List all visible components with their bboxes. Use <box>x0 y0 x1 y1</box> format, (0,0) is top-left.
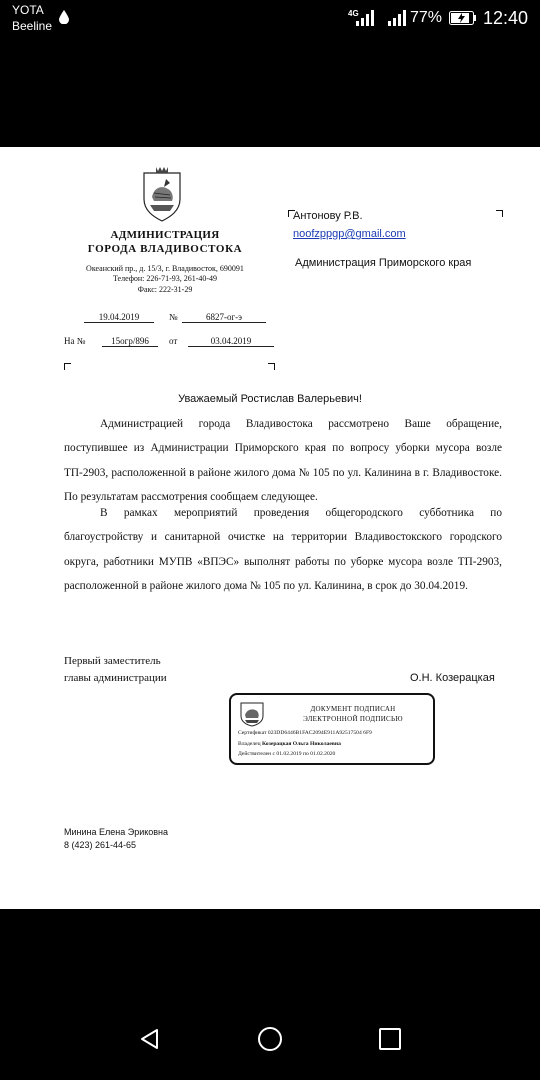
recents-icon <box>379 1028 401 1055</box>
signatory-title-1: Первый заместитель <box>64 655 161 667</box>
document-page <box>0 147 540 909</box>
org-address: Океанский пр., д. 15/3, г. Владивосток, 690091 <box>86 264 244 273</box>
recents-button[interactable] <box>365 1016 415 1066</box>
stamp-validity-label: Действителен <box>238 751 272 757</box>
registration-number-label: № <box>169 312 178 322</box>
home-icon <box>257 1026 283 1057</box>
org-title: АДМИНИСТРАЦИЯ <box>110 229 220 241</box>
reference-row <box>64 336 274 348</box>
reference-date: 03.04.2019 <box>188 336 274 347</box>
org-phone: Телефон: 226-71-93, 261-40-49 <box>112 274 218 283</box>
corner-mark <box>496 210 503 217</box>
stamp-title-2: ЭЛЕКТРОННОЙ ПОДПИСЬЮ <box>303 715 403 723</box>
stamp-title-1: ДОКУМЕНТ ПОДПИСАН <box>310 705 396 713</box>
reference-from-label: от <box>169 336 178 346</box>
corner-mark <box>268 363 275 370</box>
reference-label: На № <box>64 336 86 346</box>
body-paragraph-2: В рамках мероприятий проведения общегородского субботника по благоустройству и санитарной очистке на территории Владивостокского городского округа, работники МУПВ «ВПЭС» выполнят работы по уборке мусора возле ТП-2903, расположенной в районе жилого дома № 105 по ул. Калинина, в срок до 30.04.2019. <box>64 507 502 592</box>
stamp-crest-icon <box>239 701 265 732</box>
recipient-email-link[interactable]: noofzppgp@gmail.com <box>293 228 406 240</box>
registration-row <box>64 312 274 324</box>
water-drop-icon <box>59 10 69 29</box>
stamp-validity <box>238 751 335 757</box>
corner-mark <box>64 363 71 370</box>
stamp-owner-label: Владелец <box>238 741 261 747</box>
signal-icon <box>388 10 408 31</box>
stamp-owner-value: Козерацкая Ольга Николаевна <box>262 741 341 747</box>
registration-number: 6827-ог-э <box>182 312 266 323</box>
battery-charging-icon <box>449 11 477 30</box>
signal-icon <box>356 10 376 31</box>
recipient-name: Антонову Р.В. <box>293 210 363 222</box>
stamp-certificate <box>238 730 372 736</box>
navigation-bar <box>0 1000 540 1080</box>
network-type-label: 4G <box>348 9 359 18</box>
home-button[interactable] <box>245 1016 295 1066</box>
stamp-validity-value: с 01.02.2019 по 01.02.2020 <box>272 751 336 757</box>
battery-percentage: 77% <box>410 9 443 26</box>
clock: 12:40 <box>483 8 529 28</box>
body-paragraph-1: Администрацией города Владивостока рассмотрено Ваше обращение, поступившее из Администрации Приморского края по вопросу уборки мусора возле ТП-2903, расположенной в районе жилого дома № 105 по ул. Калинина в г. Владивостоке. По результатам рассмотрения сообщаем следующее. <box>64 418 502 503</box>
stamp-certificate-value: 023DD6446B1FAC2094E911A92517504 6F9 <box>267 730 372 736</box>
stamp-owner <box>238 741 341 747</box>
electronic-signature-stamp <box>229 693 435 765</box>
executor-phone: 8 (423) 261-44-65 <box>64 840 137 850</box>
reference-number: 15огр/896 <box>102 336 158 347</box>
signatory-title-2: главы администрации <box>64 672 167 684</box>
signatory-name: О.Н. Козерацкая <box>410 672 495 684</box>
registration-date: 19.04.2019 <box>84 312 154 323</box>
stamp-certificate-label: Сертификат <box>238 730 267 736</box>
back-button[interactable] <box>125 1016 175 1066</box>
vladivostok-crest-icon <box>140 167 184 227</box>
carrier-name-2: Beeline <box>12 19 53 33</box>
recipient-organization: Администрация Приморского края <box>295 257 472 269</box>
greeting: Уважаемый Ростислав Валерьевич! <box>178 393 362 405</box>
executor-name: Минина Елена Эриковна <box>64 827 169 837</box>
org-subtitle: ГОРОДА ВЛАДИВОСТОКА <box>87 243 243 255</box>
carrier-name-1: YOTA <box>12 3 44 17</box>
org-fax: Факс: 222-31-29 <box>137 285 193 294</box>
back-icon <box>138 1027 162 1056</box>
status-bar <box>0 0 540 40</box>
